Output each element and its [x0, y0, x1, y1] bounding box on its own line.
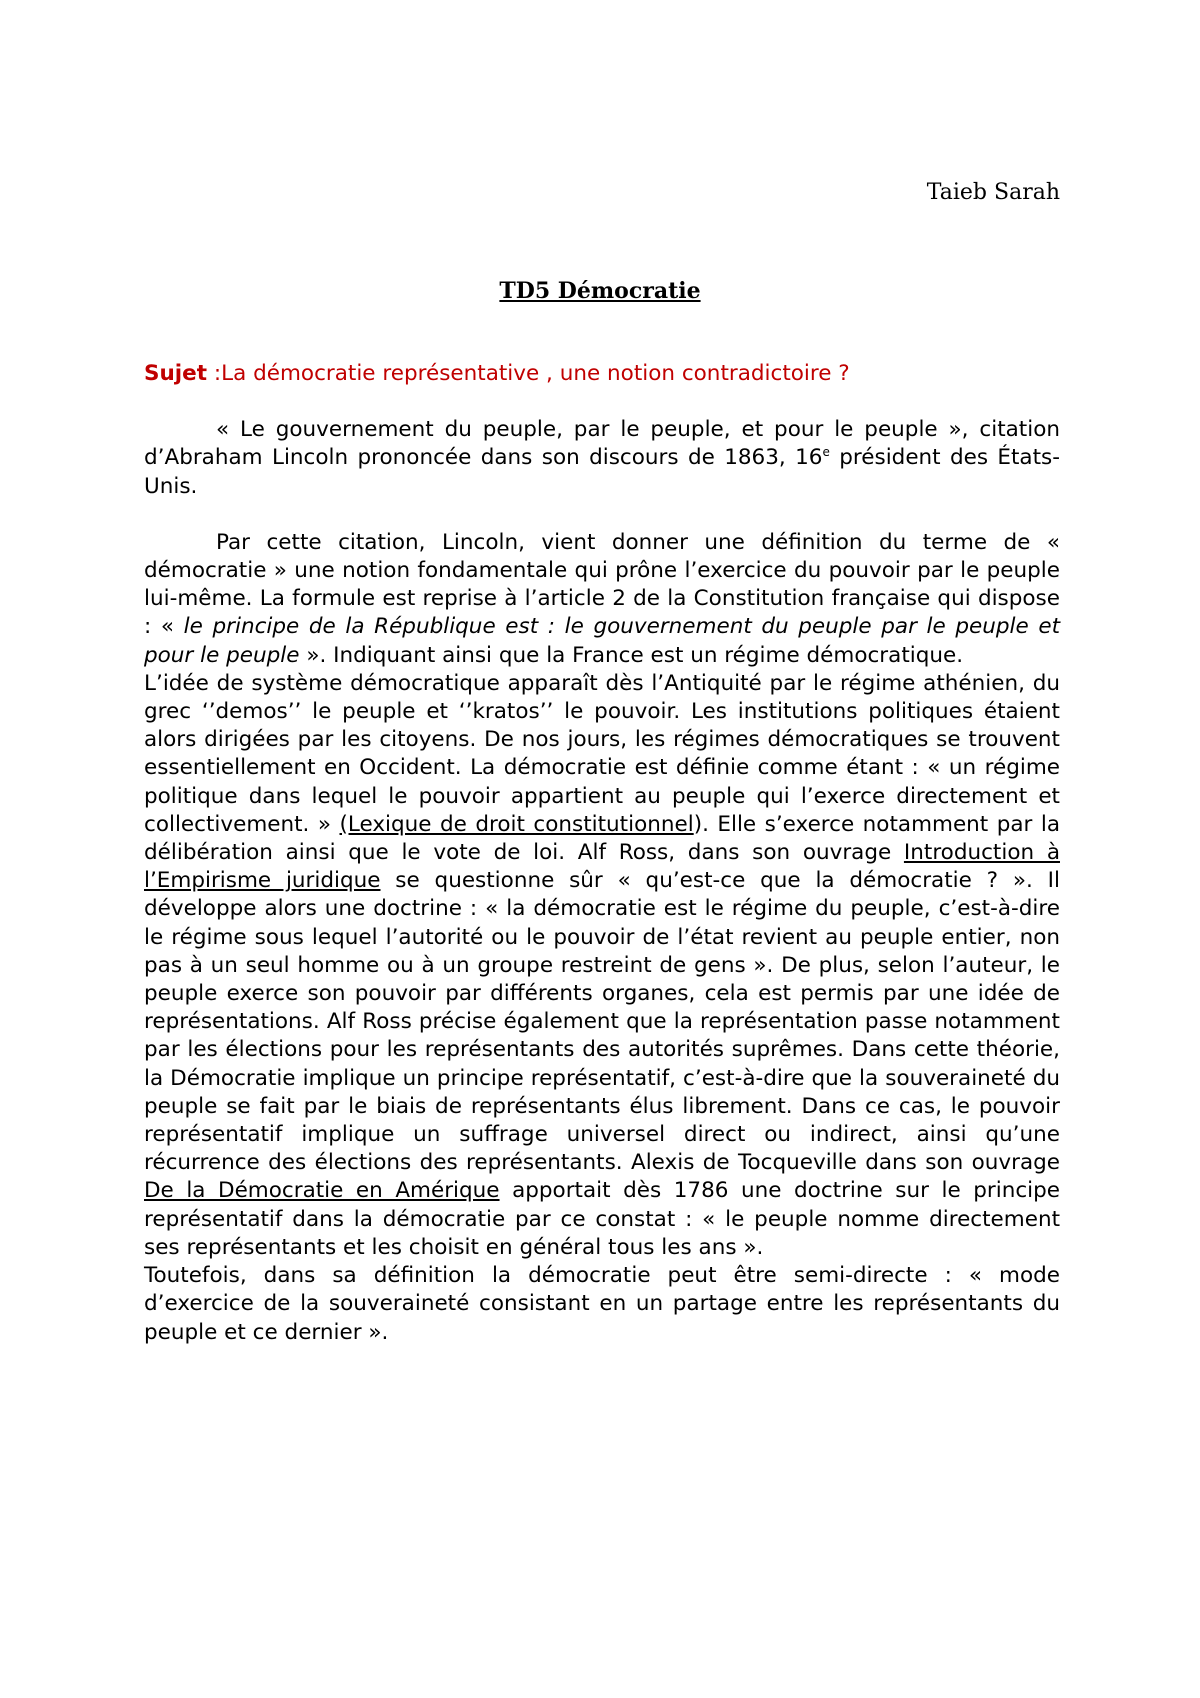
constitution-quote: le principe de la République est : le gouvernement du peuple par le peuple et pour le peuple — [144, 614, 1060, 668]
document-title: TD5 Démocratie — [499, 278, 701, 304]
ross-book-title: Introduction à l’Empirisme juridique — [144, 840, 1060, 894]
subject-label: Sujet — [144, 361, 208, 386]
paragraph-text: ). Elle s’exerce notamment par la délibération ainsi que le vote de loi. Alf Ross, dans son ouvrage — [144, 811, 1060, 866]
subject-separator: : — [207, 361, 222, 386]
paragraph-text: président des États-Unis. — [144, 445, 1061, 499]
paragraph-text: « Le gouvernement du peuple, par le peuple, et pour le peuple », citation d’Abraham Lincoln prononcée dans son discours de 1863, 16 — [144, 417, 1060, 471]
paragraph-lincoln-quote — [144, 416, 1060, 501]
paragraph-text: apportait dès 1786 une doctrine sur le principe représentatif dans la démocratie par ce constat : « le peuple nomme directement ses représentants et les choisit en général tous les ans ». — [144, 1178, 1061, 1260]
superscript: e — [822, 445, 830, 460]
tocqueville-book-title: De la Démocratie en Amérique — [144, 1178, 500, 1204]
author-name: Taieb Sarah — [926, 180, 1060, 205]
subject-text: La démocratie représentative , une notion contradictoire ? — [221, 361, 850, 386]
paragraph-text: Par cette citation, Lincoln, vient donner une définition du terme de « démocratie » une notion fondamentale qui prône l’exercice du pouvoir par le peuple lui-même. La formule est reprise à l’article 2 de la Constitution française qui dispose : « — [144, 529, 1060, 640]
paragraph-definition — [144, 529, 1060, 670]
spacer — [144, 501, 1060, 529]
document-body — [144, 360, 1060, 1347]
paragraph-semi-direct: Toutefois, dans sa définition la démocratie peut être semi-directe : « mode d’exercice de la souveraineté consistant en un partage entre les représentants du peuple et ce dernier ». — [144, 1263, 1060, 1345]
paragraph-text: se questionne sûr « qu’est-ce que la démocratie ? ». Il développe alors une doctrine : « la démocratie est le régime du peuple, c’est-à-dire le régime sous lequel l’autorité ou le pouvoir de l’état revient au peuple entier, non pas à un seul homme ou à un groupe restreint de gens ». De plus, selon l’auteur, le peuple exerce son pouvoir par différents organes, cela est permis par une idée de représentations. Alf Ross précise également que la représentation passe notamment par les élections pour les représentants des autorités suprêmes. Dans cette théorie, la Démocratie implique un principe représentatif, c’est-à-dire que la souveraineté du peuple se fait par le biais de représentants élus librement. Dans ce cas, le pouvoir représentatif implique un suffrage universel direct ou indirect, ainsi qu’une récurrence des élections des représentants. Alexis de Tocqueville dans son ouvrage — [144, 868, 1060, 1176]
paragraph-text: L’idée de système démocratique apparaît dès l’Antiquité par le régime athénien, du grec ‘’demos’’ le peuple et ‘’kratos’’ le pouvoir. Les institutions politiques étaient alors dirigées par les citoyens. De nos jours, les régimes démocratiques se trouvent essentiellement en Occident. La démocratie est définie comme étant : « un régime politique dans lequel le pouvoir appartient au peuple qui l’exerce directement et collectivement. » — [144, 670, 1060, 837]
spacer — [144, 388, 1060, 416]
subject-line — [144, 360, 1060, 388]
paragraph-history — [144, 670, 1060, 1262]
paragraph-text: ». Indiquant ainsi que la France est un régime démocratique. — [299, 642, 964, 668]
lexique-reference: (Lexique de droit constitutionnel — [339, 811, 694, 837]
